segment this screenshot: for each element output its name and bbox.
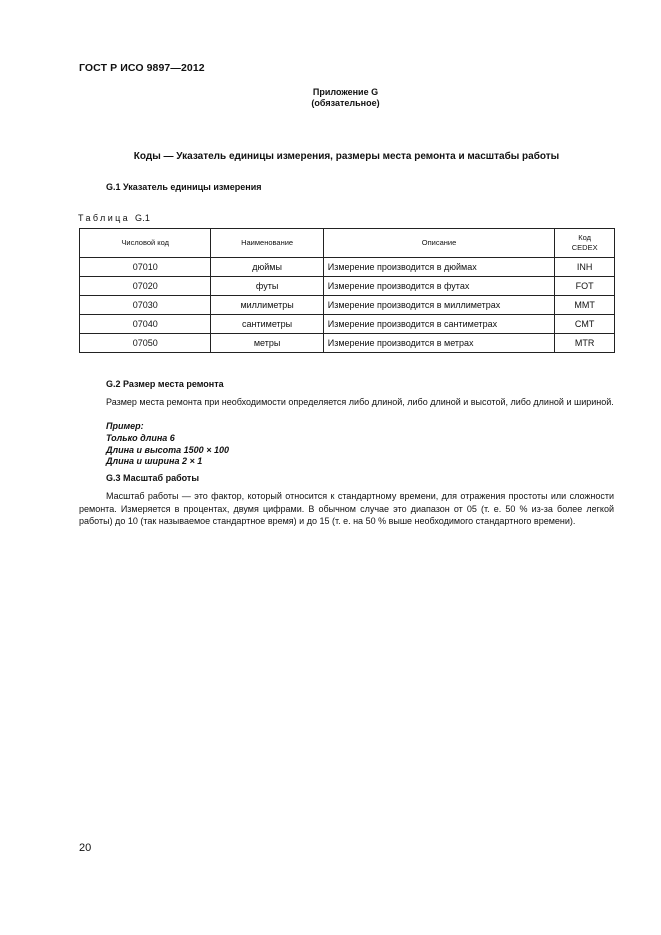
cell-num: 07050 xyxy=(80,334,211,353)
header-num-code: Числовой код xyxy=(80,229,211,258)
example-item: Длина и ширина 2 × 1 xyxy=(106,456,203,467)
cell-name: сантиметры xyxy=(211,315,323,334)
table-row xyxy=(80,258,615,277)
units-table xyxy=(79,228,615,353)
table-row xyxy=(80,315,615,334)
section-g2-title: G.2 Размер места ремонта xyxy=(106,379,224,389)
cell-num: 07020 xyxy=(80,277,211,296)
table-caption-number: G.1 xyxy=(135,213,151,223)
annex-status: (обязательное) xyxy=(311,98,380,108)
annex-title: Приложение G xyxy=(312,87,379,97)
table-caption xyxy=(78,213,150,223)
header-name: Наименование xyxy=(211,229,323,258)
header-cedex-line2: CEDEX xyxy=(571,243,598,252)
cell-desc: Измерение производится в метрах xyxy=(323,334,555,353)
section-g3-paragraph xyxy=(79,490,614,528)
cell-name: футы xyxy=(211,277,323,296)
header-cedex-code xyxy=(555,229,615,258)
cell-code: MTR xyxy=(555,334,615,353)
header-cedex-line1: Код xyxy=(578,233,592,242)
section-g2-paragraph xyxy=(79,396,614,409)
cell-desc: Измерение производится в футах xyxy=(323,277,555,296)
table-row xyxy=(80,277,615,296)
header-description: Описание xyxy=(323,229,555,258)
table-row xyxy=(80,296,615,315)
table-caption-word: Таблица xyxy=(78,213,131,223)
cell-num: 07040 xyxy=(80,315,211,334)
main-title: Коды — Указатель единицы измерения, размеры места ремонта и масштабы работы xyxy=(133,151,560,162)
example-label: Пример: xyxy=(106,421,144,431)
cell-name: дюймы xyxy=(211,258,323,277)
section-g1-title: G.1 Указатель единицы измерения xyxy=(106,182,262,192)
cell-name: метры xyxy=(211,334,323,353)
section-g3-text: Масштаб работы — это фактор, который относится к стандартному времени, для отражения простоты или сложности ремонта. Измеряется в процентах, двумя цифрами. В обычном случае это диапазон от 05 (т. е. 50 % из-за более легкой работы) до 10 (так называемое стандартное время) и до 15 (т. е. на 50 % выше необходимого стандартного времени). xyxy=(79,491,614,526)
cell-code: INH xyxy=(555,258,615,277)
section-g2-text: Размер места ремонта при необходимости определяется либо длиной, либо длиной и высотой, либо длиной и шириной. xyxy=(106,397,614,407)
annex-heading xyxy=(0,87,661,109)
cell-name: миллиметры xyxy=(211,296,323,315)
table-header-row xyxy=(80,229,615,258)
cell-code: MMT xyxy=(555,296,615,315)
cell-desc: Измерение производится в сантиметрах xyxy=(323,315,555,334)
cell-num: 07010 xyxy=(80,258,211,277)
standard-header: ГОСТ Р ИСО 9897—2012 xyxy=(79,62,205,74)
page-number: 20 xyxy=(79,842,92,854)
cell-num: 07030 xyxy=(80,296,211,315)
example-item: Только длина 6 xyxy=(106,432,175,443)
cell-desc: Измерение производится в дюймах xyxy=(323,258,555,277)
examples-block xyxy=(106,421,229,468)
example-item: Длина и высота 1500 × 100 xyxy=(106,444,229,455)
section-g3-title: G.3 Масштаб работы xyxy=(106,473,200,483)
cell-desc: Измерение производится в миллиметрах xyxy=(323,296,555,315)
cell-code: FOT xyxy=(555,277,615,296)
cell-code: CMT xyxy=(555,315,615,334)
table-row xyxy=(80,334,615,353)
